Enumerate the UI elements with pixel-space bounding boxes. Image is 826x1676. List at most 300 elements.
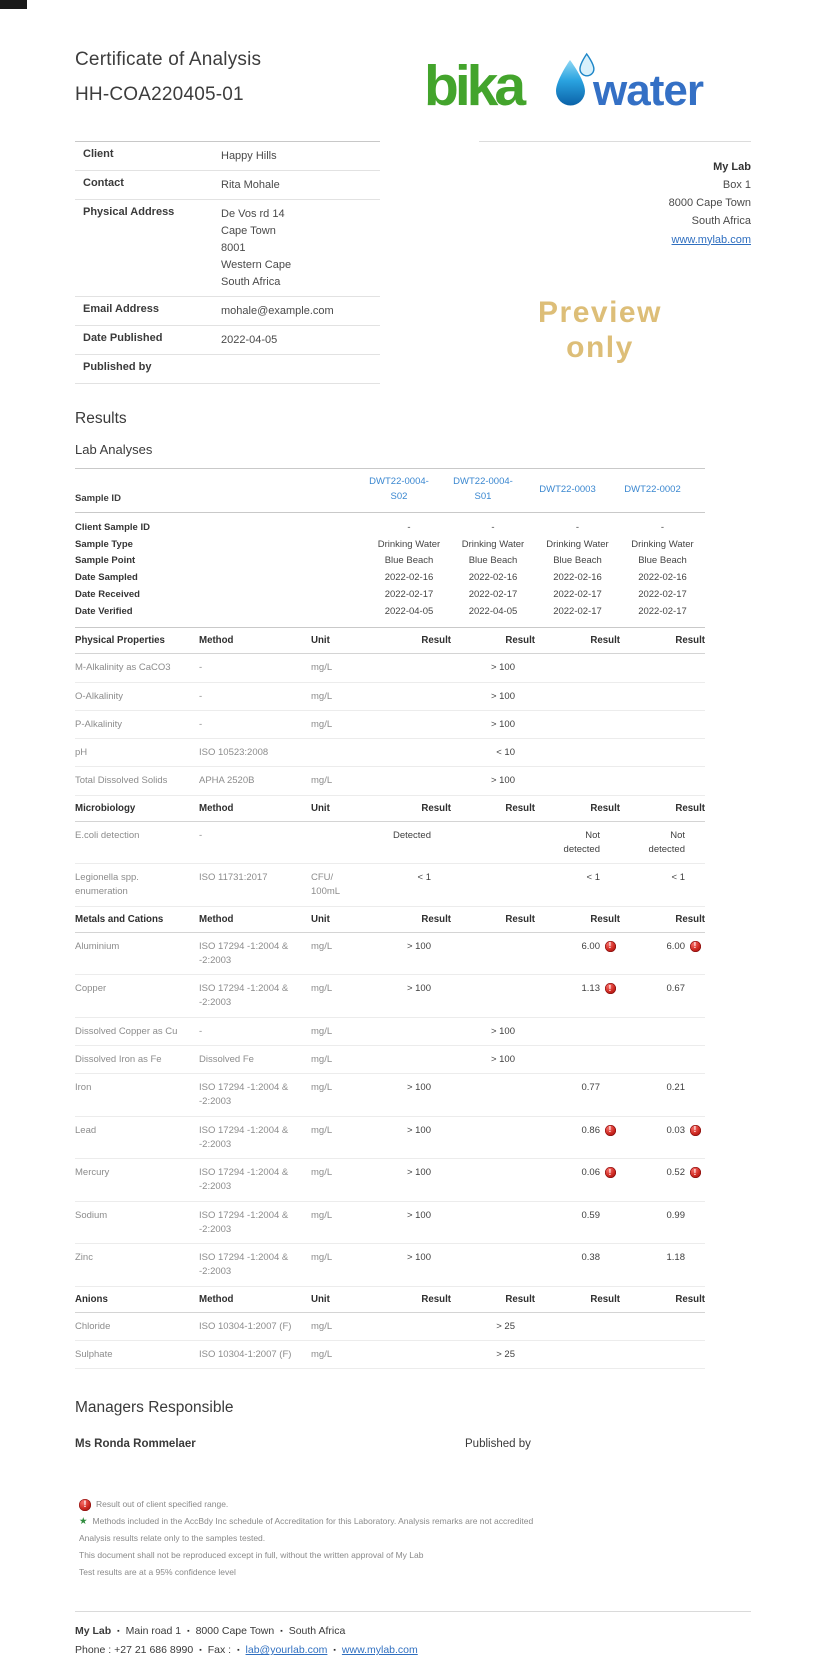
analysis-row (75, 1074, 705, 1117)
unit-value: CFU/ 100mL (311, 864, 367, 907)
document-title: Certificate of Analysis (75, 49, 262, 70)
sample-meta-value: Drinking Water (461, 538, 525, 550)
client-info-row (75, 171, 380, 200)
sample-id-cell: DWT22-0003 (535, 469, 620, 512)
result-cell (451, 1159, 535, 1202)
column-header-result: Result (451, 628, 535, 654)
flag-slot (431, 1320, 451, 1321)
analysis-row (75, 1116, 705, 1159)
result-cell-inner (451, 1124, 535, 1125)
result-cell (367, 739, 451, 767)
column-header-result: Result (451, 906, 535, 932)
preview-watermark (480, 296, 720, 366)
footer-link[interactable]: lab@yourlab.com (245, 1644, 328, 1657)
flag-slot (600, 1053, 620, 1054)
analyte-name: Copper (75, 975, 199, 1018)
unit-value: mg/L (311, 975, 367, 1018)
flag-slot (431, 982, 451, 983)
result-cell-inner (451, 1166, 535, 1167)
sample-id-cell: DWT22-0004-S01 (451, 469, 535, 512)
footer-separator-icon: ▪ (280, 1627, 283, 1635)
result-cell-inner (451, 982, 535, 983)
flag-slot (515, 871, 535, 872)
sample-meta-row (75, 570, 705, 587)
managers-row (75, 1438, 751, 1450)
section-header-row (75, 906, 705, 932)
flag-slot (685, 1348, 705, 1349)
result-cell-inner (535, 1166, 620, 1180)
column-header-result: Result (535, 795, 620, 821)
section-header-row (75, 1286, 705, 1312)
sample-meta-value: Blue Beach (638, 555, 687, 567)
flag-slot (600, 871, 620, 872)
result-cell-inner (367, 718, 451, 719)
result-cell (451, 1017, 535, 1045)
result-cell-inner (367, 982, 451, 996)
column-header-result: Result (367, 1286, 451, 1312)
client-info-label: Contact (83, 177, 124, 190)
unit-value: mg/L (311, 932, 367, 975)
sample-meta-row (75, 512, 705, 536)
analysis-row (75, 864, 705, 907)
result-cell-inner (535, 1025, 620, 1026)
result-cell-inner (535, 1348, 620, 1349)
unit-value: mg/L (311, 1340, 367, 1368)
logo-bika-text: bika (427, 54, 523, 116)
result-value: < 1 (671, 872, 685, 884)
result-cell-inner (451, 718, 535, 732)
analyte-name: Iron (75, 1074, 199, 1117)
flag-slot (685, 1124, 705, 1136)
footer-separator-icon: ▪ (187, 1627, 190, 1635)
bika-water-logo-svg (427, 52, 705, 116)
flag-slot (515, 1053, 535, 1054)
result-value: 0.03 (666, 1124, 685, 1136)
flag-slot (431, 1025, 451, 1026)
flag-slot (685, 871, 705, 872)
result-value: 6.00 (581, 940, 600, 952)
result-cell (535, 1201, 620, 1244)
column-header-result: Result (535, 1286, 620, 1312)
result-cell (451, 1045, 535, 1073)
sample-meta-row (75, 536, 705, 553)
result-cell-inner (367, 690, 451, 691)
sample-meta-value: Drinking Water (546, 538, 609, 550)
method-value: ISO 10304-1:2007 (F) (199, 1312, 311, 1340)
client-info-value (221, 148, 277, 165)
unit-value: mg/L (311, 1159, 367, 1202)
result-cell-inner (367, 661, 451, 662)
result-cell (367, 932, 451, 975)
client-info-value-line: Western Cape (221, 259, 292, 272)
results-heading: Results (75, 410, 127, 428)
sample-meta-row (75, 553, 705, 570)
logo-water-text: water (593, 66, 703, 115)
accreditation-star-icon: ★ (79, 1515, 88, 1527)
result-value: < 10 (496, 747, 515, 759)
client-info-value (221, 206, 291, 291)
flag-slot (600, 1025, 620, 1026)
sample-meta-value: Blue Beach (553, 555, 602, 567)
footer-separator-icon: ▪ (199, 1646, 202, 1654)
out-of-range-icon: ! (690, 1167, 701, 1178)
analysis-row (75, 1201, 705, 1244)
unit-value (311, 821, 367, 864)
flag-slot (685, 718, 705, 719)
result-cell (367, 975, 451, 1018)
sample-meta-value: 2022-02-16 (468, 572, 518, 584)
result-cell-inner (620, 746, 705, 747)
sample-meta-value: Blue Beach (384, 555, 434, 567)
flag-slot (431, 718, 451, 719)
client-info-value-line: mohale@example.com (221, 305, 334, 318)
footer-separator-icon: ▪ (237, 1646, 240, 1654)
result-cell (451, 821, 535, 864)
result-cell-inner (451, 1320, 535, 1334)
result-cell-inner (620, 1124, 705, 1138)
result-cell-inner (535, 1081, 620, 1095)
result-value: 1.18 (666, 1252, 685, 1264)
result-value: 0.59 (581, 1209, 600, 1221)
result-cell-inner (367, 746, 451, 747)
flag-slot (600, 1124, 620, 1136)
sample-meta-value: 2022-02-17 (384, 588, 434, 600)
sample-meta-label: Sample Point (75, 555, 136, 567)
result-cell-inner (451, 940, 535, 941)
result-cell-inner (367, 1251, 451, 1265)
result-cell-inner (620, 1209, 705, 1223)
flag-slot (685, 690, 705, 691)
result-cell (451, 1244, 535, 1287)
result-cell-inner (451, 746, 535, 760)
result-cell-inner (535, 829, 620, 858)
client-info-table (75, 141, 380, 384)
result-cell-inner (620, 718, 705, 719)
method-value: ISO 17294 -1:2004 & -2:2003 (199, 1116, 311, 1159)
result-value: > 100 (406, 1252, 431, 1264)
analyte-name: Lead (75, 1116, 199, 1159)
flag-slot (600, 1251, 620, 1252)
method-value: Dissolved Fe (199, 1045, 311, 1073)
client-info-value-line: Cape Town (221, 225, 276, 238)
result-cell-inner (451, 661, 535, 675)
lab-website-link[interactable]: www.mylab.com (671, 233, 751, 246)
unit-value (311, 739, 367, 767)
sample-meta-row (75, 603, 705, 628)
flag-slot (431, 1348, 451, 1349)
client-info-value (221, 177, 280, 194)
result-value: 0.52 (666, 1167, 685, 1179)
result-cell (620, 932, 705, 975)
flag-slot (600, 746, 620, 747)
flag-slot (515, 1081, 535, 1082)
result-cell (535, 975, 620, 1018)
lab-address-lines (479, 176, 751, 230)
analysis-row (75, 1312, 705, 1340)
client-info-value-line: Happy Hills (221, 150, 277, 162)
flag-slot (515, 1124, 535, 1125)
footnotes (75, 1496, 751, 1581)
column-header-result: Result (367, 906, 451, 932)
flag-slot (515, 1251, 535, 1252)
flag-slot (600, 718, 620, 719)
published-by-label: Published by (465, 1438, 531, 1451)
result-cell-inner (451, 1053, 535, 1067)
sample-meta-row (75, 586, 705, 603)
flag-slot (515, 1166, 535, 1167)
footer-separator-icon: ▪ (117, 1627, 120, 1635)
sample-meta-value: - (660, 521, 665, 533)
result-cell-inner (620, 1025, 705, 1026)
flag-slot (515, 982, 535, 983)
footer-lab-name: My Lab (75, 1625, 112, 1638)
out-of-range-icon: ! (79, 1499, 91, 1511)
analyte-name: Dissolved Iron as Fe (75, 1045, 199, 1073)
client-info-label: Physical Address (83, 206, 175, 219)
result-cell (620, 1312, 705, 1340)
footnote-line (79, 1564, 751, 1581)
column-header-result: Result (620, 906, 705, 932)
result-value: Not detected (648, 829, 685, 855)
result-cell (367, 1017, 451, 1045)
result-cell-inner (535, 718, 620, 719)
result-cell (620, 1017, 705, 1045)
flag-slot (431, 871, 451, 872)
column-header-result: Result (620, 795, 705, 821)
result-value: > 100 (406, 1082, 431, 1094)
result-cell (535, 1159, 620, 1202)
result-cell (367, 1116, 451, 1159)
flag-slot (600, 690, 620, 691)
result-cell (367, 654, 451, 682)
flag-slot (431, 1166, 451, 1167)
result-cell-inner (367, 1348, 451, 1349)
result-cell-inner (620, 1053, 705, 1054)
out-of-range-icon: ! (690, 941, 701, 952)
result-cell (367, 710, 451, 738)
section-header-row (75, 628, 705, 654)
analyses-table-body (75, 469, 705, 1369)
client-info-value (221, 303, 334, 320)
result-cell-inner (451, 774, 535, 788)
result-cell-inner (367, 871, 451, 885)
client-info-row (75, 355, 380, 384)
result-value: > 25 (496, 1320, 515, 1332)
section-header-row (75, 795, 705, 821)
out-of-range-icon: ! (605, 1125, 616, 1136)
flag-slot (685, 746, 705, 747)
result-cell-inner (535, 1320, 620, 1321)
result-cell (535, 1074, 620, 1117)
analysis-row (75, 654, 705, 682)
client-info-row (75, 326, 380, 355)
analyte-name: Mercury (75, 1159, 199, 1202)
result-cell-inner (367, 1320, 451, 1321)
flag-slot (685, 661, 705, 662)
column-header-unit: Unit (311, 1286, 367, 1312)
footnote-text: Methods included in the AccBdy Inc schedule of Accreditation for this Laboratory. Analysis remarks are not accredited (92, 1516, 534, 1527)
result-cell (535, 1116, 620, 1159)
result-cell (535, 1312, 620, 1340)
analyte-name: Chloride (75, 1312, 199, 1340)
result-value: > 100 (490, 775, 515, 787)
footer-text: Main road 1 (125, 1625, 182, 1638)
method-value: ISO 10304-1:2007 (F) (199, 1340, 311, 1368)
result-cell (620, 975, 705, 1018)
result-cell-inner (451, 1081, 535, 1082)
result-cell-inner (620, 1251, 705, 1265)
result-cell (620, 1340, 705, 1368)
result-cell (620, 1201, 705, 1244)
flag-slot (431, 746, 451, 747)
result-cell-inner (367, 1053, 451, 1054)
result-value: 0.86 (581, 1124, 600, 1136)
sample-meta-value: 2022-02-16 (638, 572, 687, 584)
result-cell (535, 1045, 620, 1073)
flag-slot (685, 1081, 705, 1082)
column-header-result: Result (620, 628, 705, 654)
result-value: > 100 (406, 1124, 431, 1136)
result-cell (535, 932, 620, 975)
sample-meta-value: - (407, 521, 411, 533)
footer-address-line (75, 1625, 751, 1637)
column-header-method: Method (199, 628, 311, 654)
footer-contact-line (75, 1644, 751, 1656)
unit-value: mg/L (311, 1312, 367, 1340)
result-cell-inner (367, 829, 451, 843)
analyte-name: Sulphate (75, 1340, 199, 1368)
result-cell (535, 654, 620, 682)
result-cell-inner (535, 982, 620, 996)
page-corner-bar (0, 0, 27, 9)
result-cell-inner (535, 746, 620, 747)
result-cell (367, 1201, 451, 1244)
analysis-row (75, 767, 705, 795)
footer-text: 8000 Cape Town (195, 1625, 275, 1638)
analyte-name: pH (75, 739, 199, 767)
column-header-unit: Unit (311, 795, 367, 821)
result-cell (451, 864, 535, 907)
result-cell (367, 767, 451, 795)
method-value: APHA 2520B (199, 767, 311, 795)
client-info-row (75, 297, 380, 326)
result-cell (535, 1244, 620, 1287)
flag-slot (600, 1081, 620, 1082)
flag-slot (515, 1348, 535, 1349)
result-cell (535, 710, 620, 738)
result-cell-inner (367, 1025, 451, 1026)
method-value: ISO 17294 -1:2004 & -2:2003 (199, 1201, 311, 1244)
result-cell (620, 1244, 705, 1287)
lab-name: My Lab (713, 161, 751, 173)
result-cell (367, 1312, 451, 1340)
result-value: Detected (392, 829, 431, 841)
title-block (75, 50, 261, 120)
result-cell (620, 1159, 705, 1202)
footnote-line (79, 1496, 751, 1513)
client-info-row (75, 200, 380, 297)
client-info-value (221, 332, 277, 349)
result-cell (367, 1074, 451, 1117)
sample-meta-label: Date Verified (75, 603, 367, 628)
analysis-row (75, 1017, 705, 1045)
result-cell-inner (620, 690, 705, 691)
result-cell (367, 1159, 451, 1202)
result-cell (451, 1074, 535, 1117)
result-cell (451, 1201, 535, 1244)
flag-slot (515, 718, 535, 719)
result-cell-inner (367, 1209, 451, 1223)
flag-slot (431, 774, 451, 775)
column-header-result: Result (367, 628, 451, 654)
footer-text: Phone : +27 21 686 8990 (75, 1644, 194, 1657)
result-cell (535, 682, 620, 710)
result-cell-inner (367, 1124, 451, 1138)
result-cell (451, 1340, 535, 1368)
result-cell (620, 864, 705, 907)
result-cell-inner (451, 871, 535, 872)
result-cell-inner (535, 1251, 620, 1265)
result-cell (620, 654, 705, 682)
sample-meta-label: Sample Type (75, 538, 133, 550)
flag-slot (600, 940, 620, 952)
result-cell-inner (620, 982, 705, 996)
out-of-range-icon: ! (605, 983, 616, 994)
result-cell-inner (451, 829, 535, 830)
result-cell-inner (620, 1320, 705, 1321)
lab-address-block (479, 141, 751, 249)
result-value: < 1 (586, 872, 600, 884)
flag-slot (431, 690, 451, 691)
flag-slot (431, 940, 451, 941)
flag-slot (515, 661, 535, 662)
footer-link[interactable]: www.mylab.com (341, 1644, 418, 1657)
column-header-result: Result (620, 1286, 705, 1312)
analyte-name: Legionella spp. enumeration (75, 864, 199, 907)
column-header-unit: Unit (311, 628, 367, 654)
unit-value: mg/L (311, 682, 367, 710)
result-value: 0.06 (581, 1167, 600, 1179)
method-value: - (199, 1017, 311, 1045)
sample-meta-value: - (575, 521, 580, 533)
result-cell-inner (620, 1348, 705, 1349)
sample-meta-value: Drinking Water (377, 538, 441, 550)
result-value: 0.38 (581, 1252, 600, 1264)
section-name: Metals and Cations (75, 906, 199, 932)
flag-slot (685, 829, 705, 830)
flag-slot (600, 1166, 620, 1178)
analysis-row (75, 739, 705, 767)
flag-slot (515, 774, 535, 775)
footer-separator-icon: ▪ (333, 1646, 336, 1654)
sample-meta-value: 2022-04-05 (367, 603, 451, 628)
result-cell-inner (535, 1053, 620, 1054)
result-cell (367, 821, 451, 864)
flag-slot (685, 1053, 705, 1054)
flag-slot (431, 1209, 451, 1210)
analyses-table (75, 468, 705, 1369)
small-drop-icon (580, 54, 594, 76)
footnote-line (79, 1530, 751, 1547)
result-cell (451, 739, 535, 767)
result-cell-inner (535, 661, 620, 662)
analyte-name: E.coli detection (75, 821, 199, 864)
sample-meta-value: 2022-02-17 (553, 588, 602, 600)
flag-slot (431, 1053, 451, 1054)
sample-meta-value: 2022-02-16 (384, 572, 434, 584)
result-cell (620, 821, 705, 864)
result-cell-inner (367, 1081, 451, 1095)
